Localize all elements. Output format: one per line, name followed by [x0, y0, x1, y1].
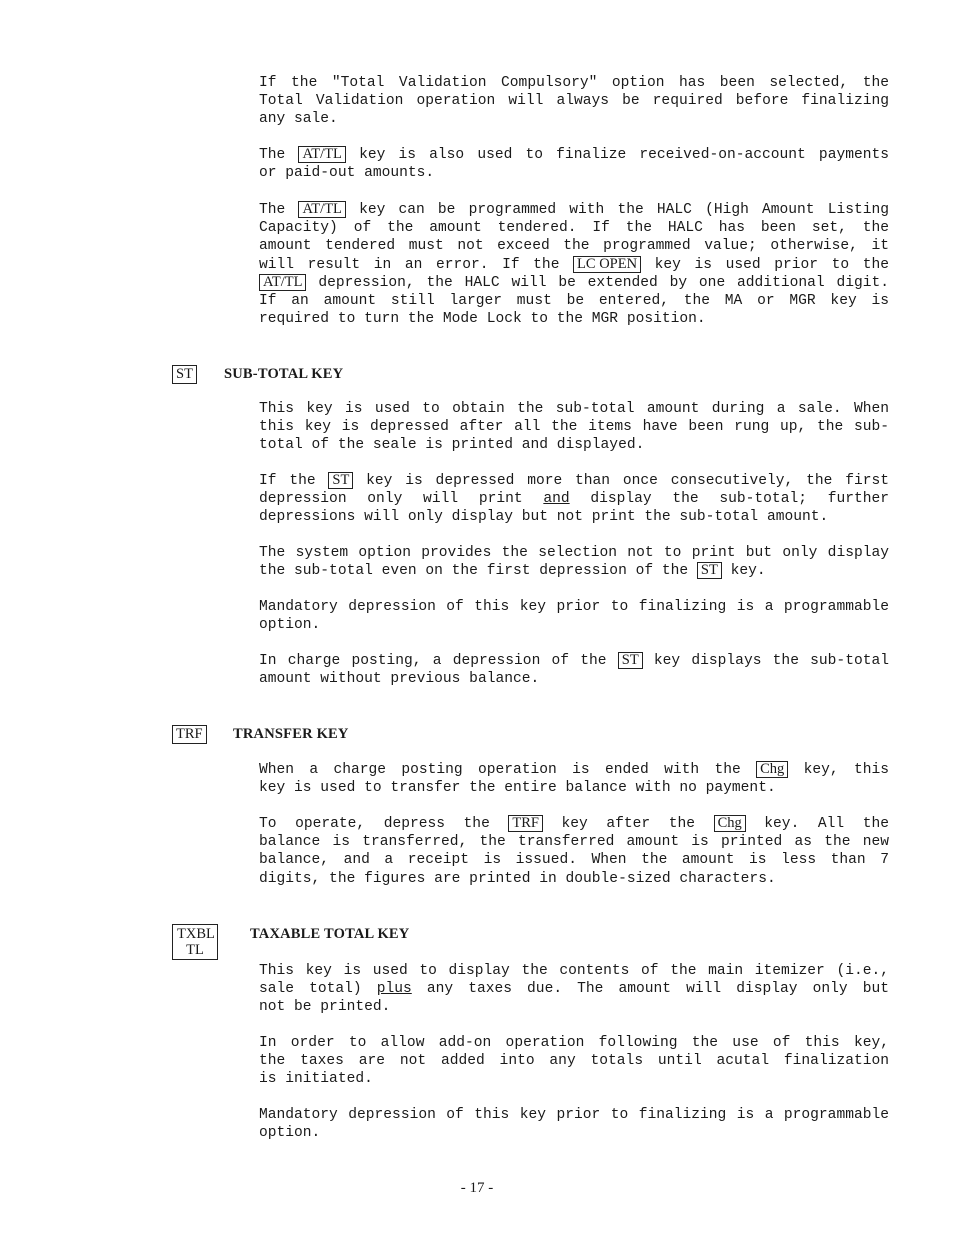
taxable-paragraph-3: Mandatory depression of this key prior to finalizing is a programmable option. — [259, 1107, 889, 1142]
transfer-paragraph-2: To operate, depress the TRF key after the Chg key. All the balance is transferred, the transferred amount is printed as the new balance, and a receipt is issued. When the amount is less than 7 digits, the figures are printed in double-sized characters. — [259, 815, 889, 887]
key-at-tl: AT/TL — [259, 274, 306, 291]
section-heading-subtotal: SUB-TOTAL KEY — [224, 366, 344, 382]
key-st: ST — [618, 652, 643, 669]
key-at-tl: AT/TL — [298, 146, 345, 163]
key-lc-open: LC OPEN — [573, 256, 641, 273]
key-trf-label: TRF — [172, 725, 207, 744]
intro-paragraph-2: The AT/TL key is also used to finalize received-on-account payments or paid-out amounts. — [259, 146, 889, 182]
key-trf: TRF — [508, 815, 543, 832]
subtotal-paragraph-3: The system option provides the selection not to print but only display the sub-total even on the first depression of the ST key. — [259, 545, 889, 580]
key-at-tl: AT/TL — [298, 201, 345, 218]
key-chg: Chg — [714, 815, 746, 832]
key-st: ST — [697, 562, 722, 579]
subtotal-paragraph-2: If the ST key is depressed more than once consecutively, the first depression only will print and display the sub-total; further depressions will only display but not print the sub-total amount. — [259, 472, 889, 526]
intro-paragraph-3: The AT/TL key can be programmed with the HALC (High Amount Listing Capacity) of the amount tendered. If the HALC has been set, the amount tendered must not exceed the programmed value; otherwise, it will result in an error. If the LC OPEN key is used prior to the AT/TL depression, the HALC will be extended by one additional digit. If an amount still larger must be entered, the MA or MGR key is required to turn the Mode Lock to the MGR position. — [259, 201, 889, 328]
taxable-paragraph-1: This key is used to display the contents of the main itemizer (i.e., sale total) plus any taxes due. The amount will display only but not be printed. — [259, 963, 889, 1016]
taxable-paragraph-2: In order to allow add-on operation following the use of this key, the taxes are not added into any totals until acutal finalization is initiated. — [259, 1035, 889, 1088]
section-heading-transfer: TRANSFER KEY — [233, 726, 349, 742]
page-number: - 17 - — [460, 1180, 494, 1196]
section-heading-taxable: TAXABLE TOTAL KEY — [250, 926, 410, 942]
subtotal-paragraph-4: Mandatory depression of this key prior to finalizing is a programmable option. — [259, 599, 889, 634]
key-txbl-tl-label: TXBL TL — [172, 924, 218, 960]
key-st: ST — [328, 472, 353, 489]
subtotal-paragraph-5: In charge posting, a depression of the ST key displays the sub-total amount without previous balance. — [259, 652, 889, 688]
transfer-paragraph-1: When a charge posting operation is ended with the Chg key, this key is used to transfer the entire balance with no payment. — [259, 761, 889, 797]
key-st-label: ST — [172, 365, 197, 384]
subtotal-paragraph-1: This key is used to obtain the sub-total amount during a sale. When this key is depressed after all the items have been rung up, the sub- total of the seale is printed and displayed. — [259, 401, 889, 454]
key-chg: Chg — [756, 761, 788, 778]
intro-paragraph-1: If the "Total Validation Compulsory" option has been selected, the Total Validation operation will always be required before finalizing any sale. — [259, 75, 889, 128]
